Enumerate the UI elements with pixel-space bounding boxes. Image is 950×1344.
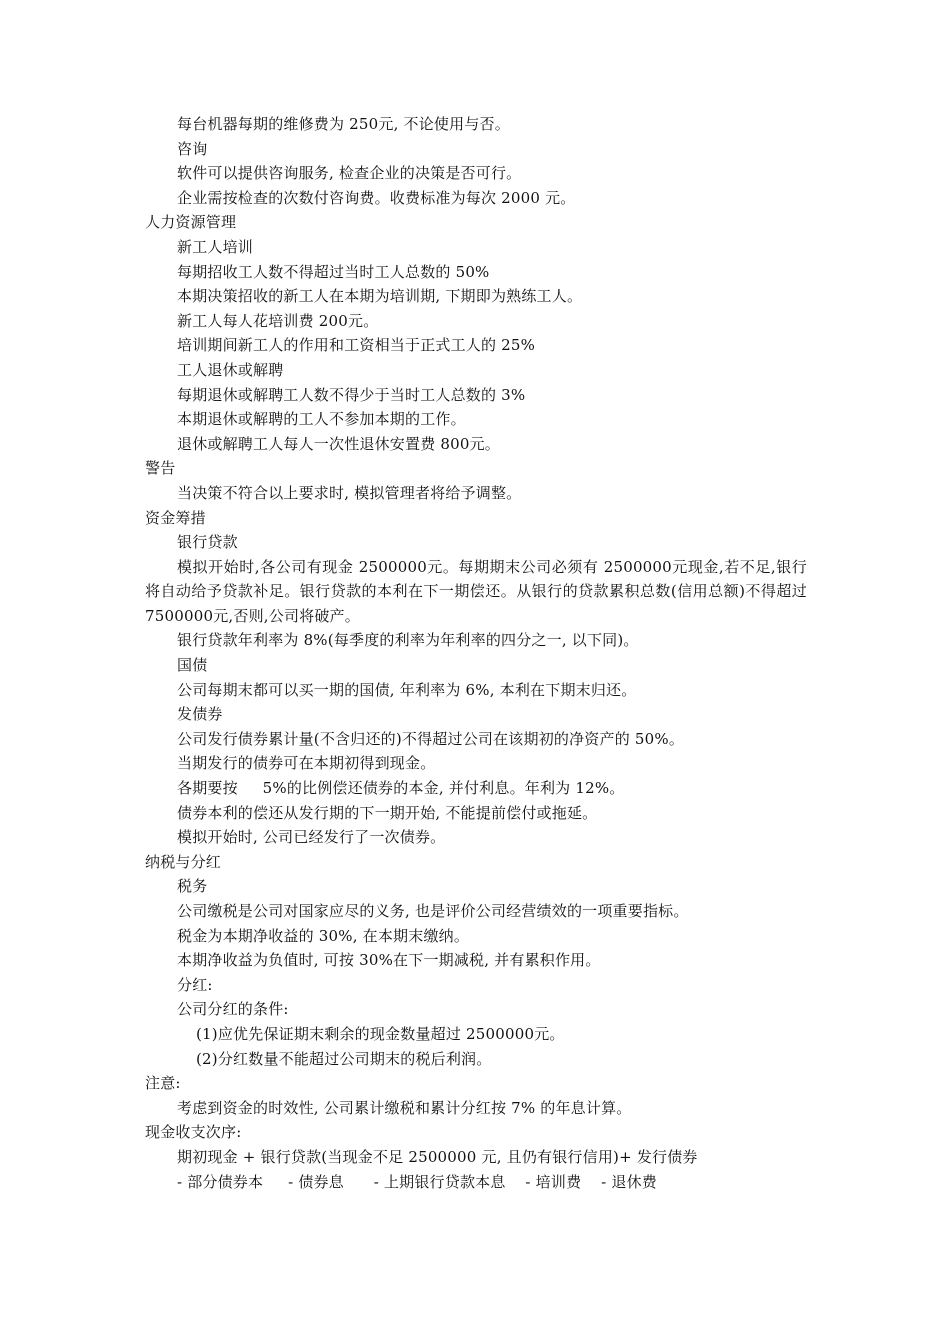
dividend-heading: 分红: — [177, 975, 213, 994]
gov-bond-heading: 国债 — [177, 656, 208, 675]
note-heading: 注意: — [145, 1074, 181, 1093]
training-wage-line: 培训期间新工人的作用和工资相当于正式工人的 25% — [177, 336, 536, 355]
consulting-heading: 咨询 — [177, 139, 208, 158]
bond-issue-start-line: 债券本利的偿还从发行期的下一期开始, 不能提前偿付或拖延。 — [177, 803, 598, 822]
loan-heading: 银行贷款 — [177, 533, 238, 552]
bond-issue-cash-line: 当期发行的债券可在本期初得到现金。 — [177, 754, 436, 773]
retire-fee-line: 退休或解聘工人每人一次性退休安置费 800元。 — [177, 434, 501, 453]
bond-issue-limit-line: 公司发行债券累计量(不含归还的)不得超过公司在该期初的净资产的 50%。 — [177, 729, 685, 748]
dividend-condition-2: (2)分红数量不能超过公司期末的税后利润。 — [196, 1049, 492, 1068]
training-cost-line: 新工人每人花培训费 200元。 — [177, 311, 379, 330]
document-page — [0, 112, 950, 1194]
training-limit-line: 每期招收工人数不得超过当时工人总数的 50% — [177, 262, 490, 281]
cash-sequence-text-2: - 部分债券本 - 债券息 - 上期银行贷款本息 - 培训费 - 退休费 — [177, 1172, 657, 1191]
tax-negative-line: 本期净收益为负值时, 可按 30%在下一期减税, 并有累积作用。 — [177, 951, 601, 970]
training-heading: 新工人培训 — [177, 237, 254, 256]
bond-issue-heading: 发债券 — [177, 705, 223, 724]
tax-duty-line: 公司缴税是公司对国家应尽的义务, 也是评价公司经营绩效的一项重要指标。 — [177, 902, 689, 920]
finance-heading: 资金筹措 — [145, 508, 206, 527]
gov-bond-text-line: 公司每期末都可以买一期的国债, 年利率为 6%, 本利在下期末归还。 — [177, 680, 637, 699]
training-period-line: 本期决策招收的新工人在本期为培训期, 下期即为熟练工人。 — [177, 287, 583, 306]
loan-paragraph-text: 模拟开始时,各公司有现金 2500000元。每期期末公司必须有 2500000元现金,若不足,银行将自动给予贷款补足。银行贷款的本利在下一期偿还。从银行的贷款累积总数(信用总额)不得超过 7500000元,否则,公司将破产。 — [145, 557, 807, 625]
loan-paragraph — [0, 555, 807, 629]
note-text-line: 考虑到资金的时效性, 公司累计缴税和累计分红按 7% 的年息计算。 — [177, 1098, 632, 1117]
retire-limit-line: 每期退休或解聘工人数不得少于当时工人总数的 3% — [177, 385, 526, 404]
bond-issue-repay-line — [0, 776, 950, 801]
cash-sequence-heading: 现金收支次序: — [145, 1123, 242, 1142]
bond-issue-initial-line: 模拟开始时, 公司已经发行了一次债券。 — [177, 828, 446, 847]
warning-text-line: 当决策不符合以上要求时, 模拟管理者将给予调整。 — [177, 483, 522, 502]
consulting-service-line: 软件可以提供咨询服务, 检查企业的决策是否可行。 — [177, 164, 522, 183]
cash-sequence-text-1: 期初现金 + 银行贷款(当现金不足 2500000 元, 且仍有银行信用)+ 发行债券 — [177, 1147, 698, 1166]
warning-heading: 警告 — [145, 459, 176, 478]
dividend-condition-1: (1)应优先保证期末剩余的现金数量超过 2500000元。 — [196, 1024, 565, 1043]
loan-rate-line: 银行贷款年利率为 8%(每季度的利率为年利率的四分之一, 以下同)。 — [177, 631, 639, 650]
tax-rate-line: 税金为本期净收益的 30%, 在本期末缴纳。 — [177, 926, 470, 945]
maintenance-fee-line: 每台机器每期的维修费为 250元, 不论使用与否。 — [177, 115, 510, 133]
dividend-conditions-line: 公司分红的条件: — [177, 1000, 289, 1019]
tax-dividend-heading: 纳税与分红 — [145, 852, 222, 871]
cash-sequence-line-2 — [0, 1170, 950, 1195]
bond-issue-repay-text: 各期要按 5%的比例偿还债券的本金, 并付利息。年利为 12%。 — [177, 779, 625, 798]
consulting-fee-line: 企业需按检查的次数付咨询费。收费标准为每次 2000 元。 — [177, 188, 576, 207]
cash-sequence-line-1 — [0, 1145, 950, 1170]
retire-work-line: 本期退休或解聘的工人不参加本期的工作。 — [177, 410, 466, 429]
tax-heading: 税务 — [177, 877, 208, 896]
hr-heading: 人力资源管理 — [145, 213, 237, 232]
retire-heading: 工人退休或解聘 — [177, 360, 284, 379]
